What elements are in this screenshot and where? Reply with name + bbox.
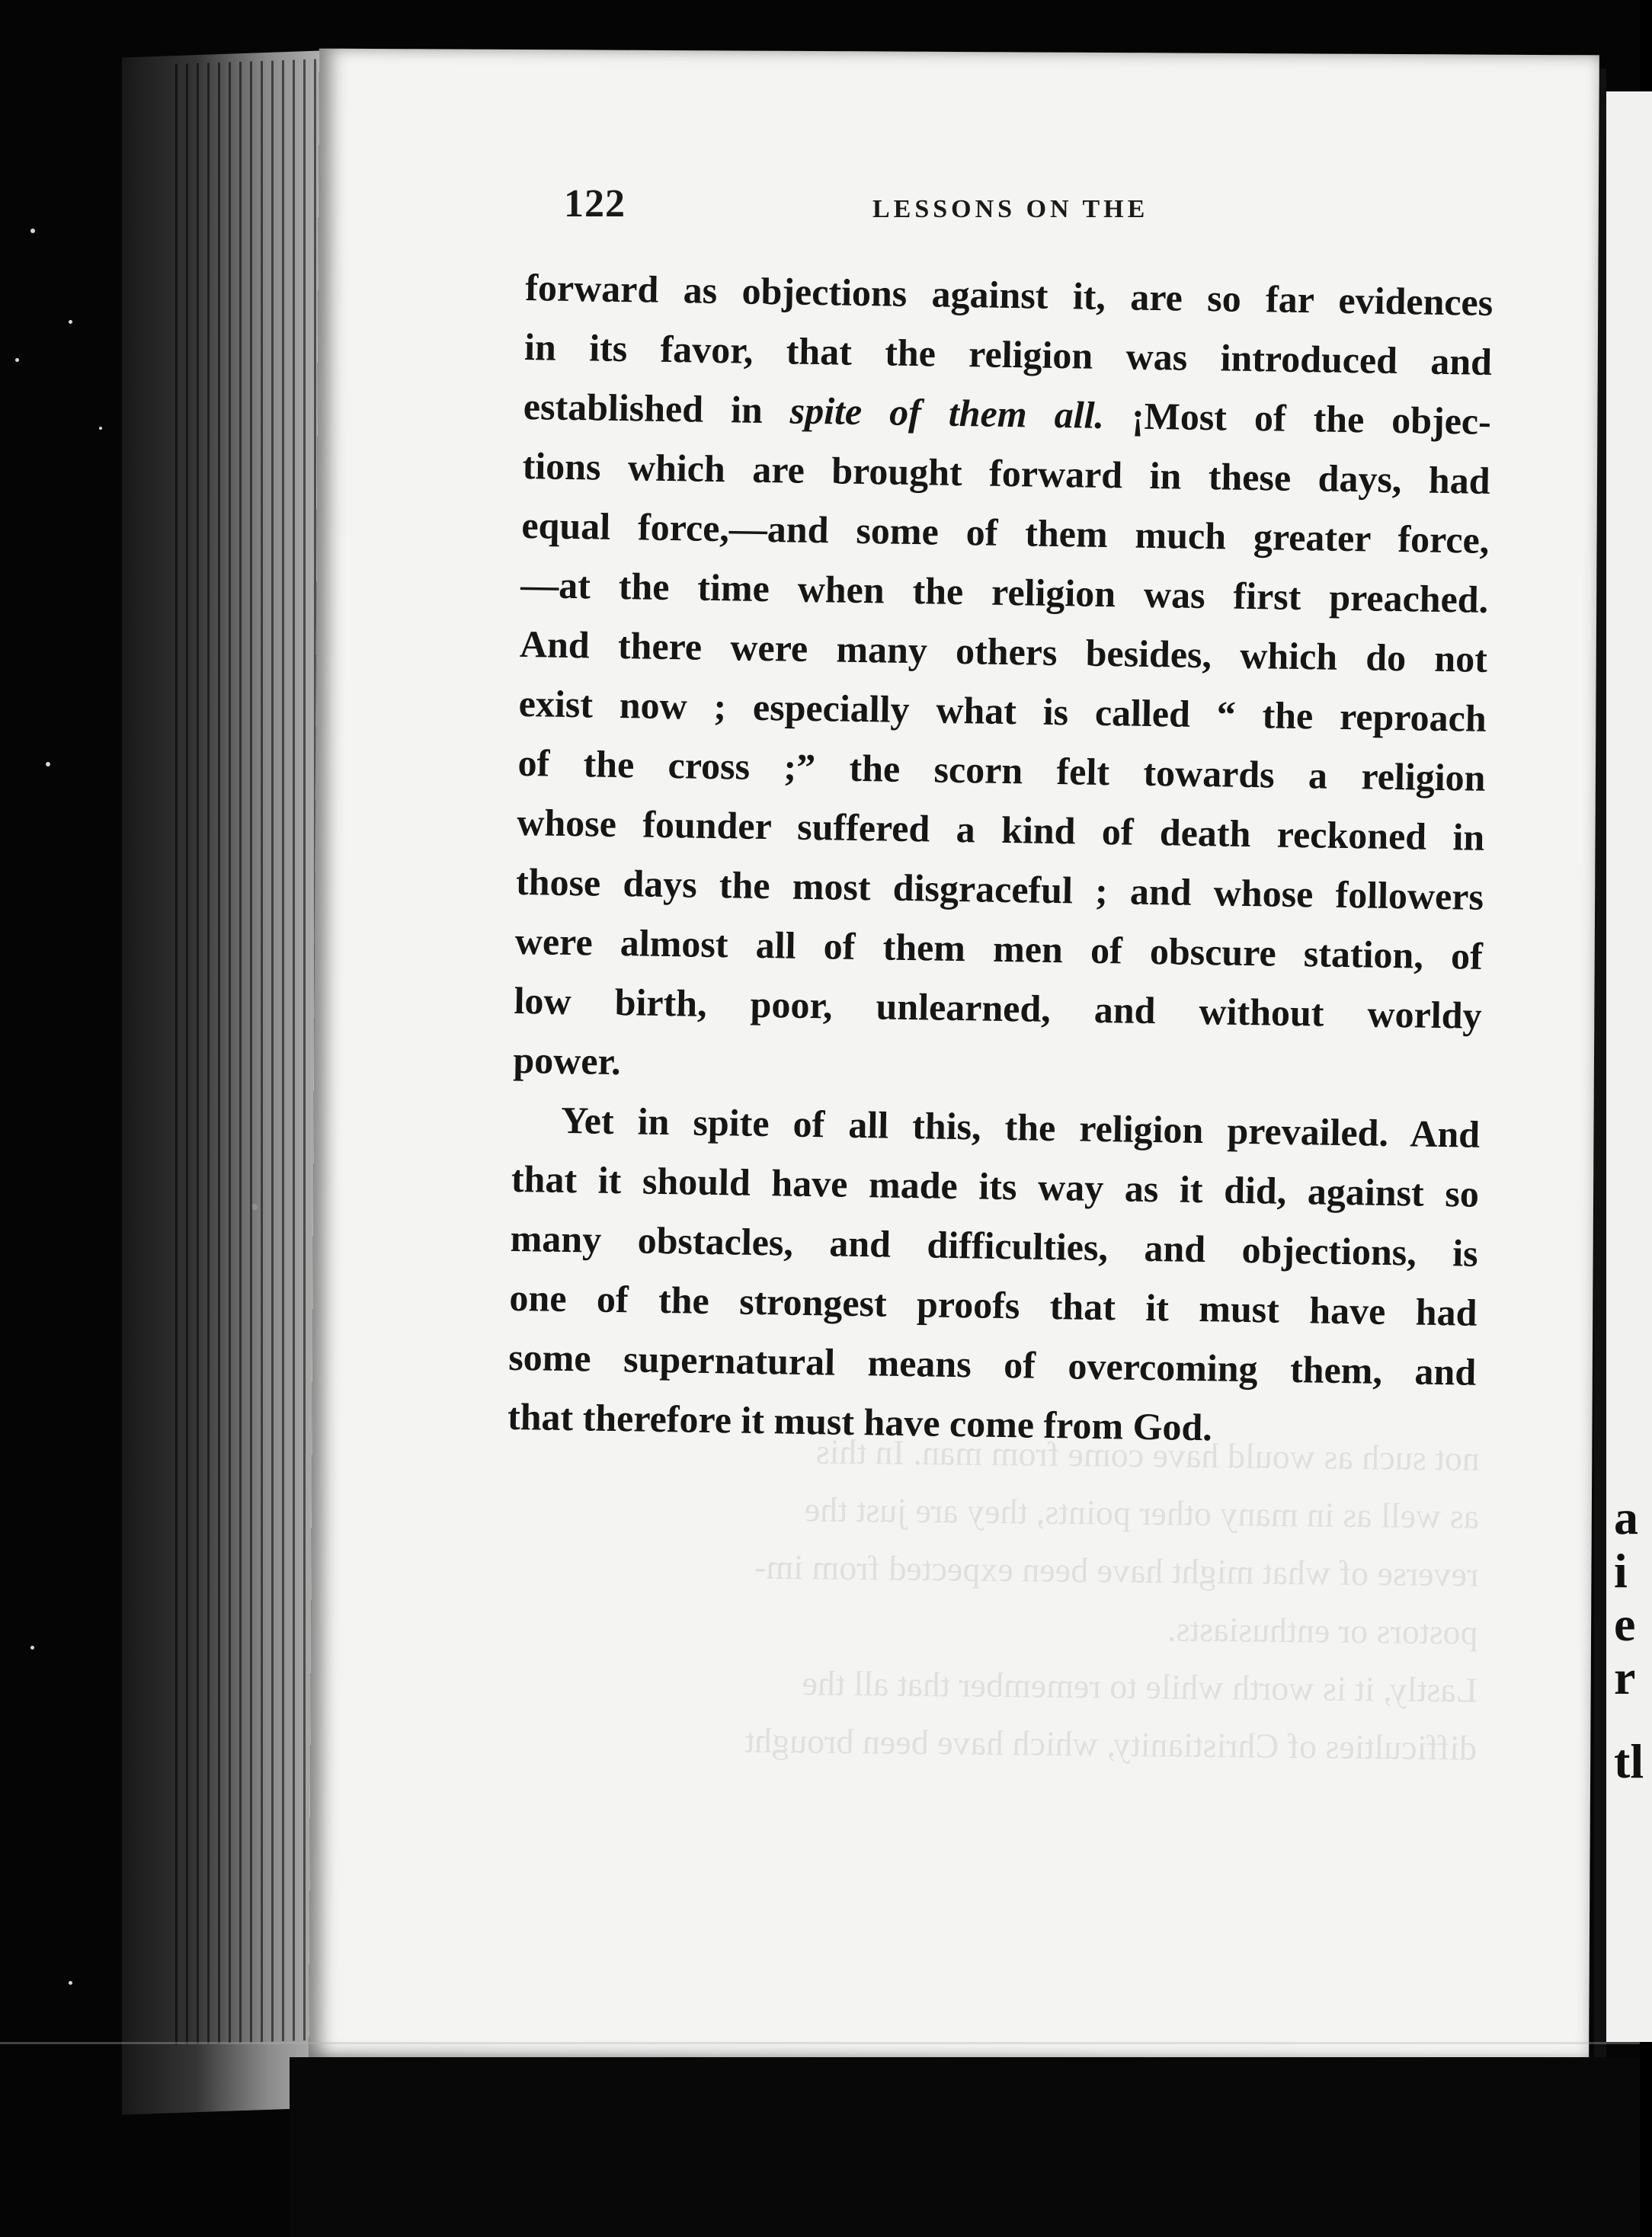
- text-line: in its favor, that the religion was introduced and: [523, 325, 1493, 383]
- paragraph: [507, 1090, 1480, 1461]
- dust-speck: [99, 427, 102, 430]
- text-line-segment: established in: [523, 384, 791, 432]
- text-line: of the cross ;” the scorn felt towards a religion: [517, 741, 1486, 799]
- facing-page-fragment: tl: [1614, 1734, 1644, 1788]
- body-text: [507, 258, 1493, 1461]
- text-line: that therefore it must have come from God.: [507, 1394, 1213, 1449]
- facing-page-fragment: e: [1614, 1597, 1636, 1651]
- text-line: forward as objections against it, are so far evidences: [524, 265, 1494, 324]
- text-line: those days the most disgraceful ; and whose followers: [515, 859, 1484, 918]
- dust-speck: [69, 320, 72, 324]
- text-line: power.: [513, 1038, 622, 1083]
- facing-page-fragment: a: [1614, 1490, 1638, 1544]
- page-header: [564, 181, 1554, 242]
- running-head: LESSONS ON THE: [872, 195, 1149, 223]
- dust-speck: [46, 762, 50, 766]
- text-line: some supernatural means of overcoming them, and: [507, 1335, 1477, 1394]
- bottom-shadow: [290, 2057, 1640, 2237]
- scan-artifact-line: [0, 2042, 1640, 2044]
- show-through-text: not such as would have come from man. In this as well as in many other points, they are just the reverse of what might have been expected from im- postors or enthusiasts. Lastly, it is worth while to remember that all the difficulties of Christianity, which have been brought: [744, 1432, 1481, 1768]
- text-line: tions which are brought forward in these days, had: [522, 443, 1490, 502]
- facing-page-fragment: r: [1614, 1650, 1636, 1704]
- dust-speck: [30, 1646, 34, 1650]
- text-line: —at the time when the religion was first preached.: [520, 562, 1489, 621]
- facing-page-fragment: i: [1614, 1544, 1628, 1598]
- text-line: that it should have made its way as it did, against so: [511, 1157, 1480, 1215]
- text-line: one of the strongest proofs that it must have had: [509, 1275, 1478, 1334]
- text-line: equal force,—and some of them much greater force,: [521, 503, 1490, 562]
- text-line: low birth, poor, unlearned, and without worldy: [514, 978, 1482, 1037]
- text-line: were almost all of them men of obscure station, of: [514, 919, 1484, 978]
- text-line: And there were many others besides, which do not: [519, 622, 1488, 680]
- text-line: exist now ; especially what is called “ the reproach: [518, 681, 1487, 740]
- dust-speck: [15, 358, 19, 362]
- dust-speck: [69, 1981, 72, 1985]
- text-line: many obstacles, and difficulties, and objections, is: [510, 1216, 1479, 1275]
- dust-speck: [30, 229, 35, 233]
- emphasized-text: spite of them all.: [789, 389, 1105, 437]
- text-line: Yet in spite of all this, the religion prevailed. And: [560, 1098, 1481, 1156]
- text-line-segment: ¡Most of the objec-: [1103, 393, 1492, 443]
- page-number: 122: [564, 182, 626, 226]
- text-line: whose founder suffered a kind of death reckoned in: [516, 800, 1485, 859]
- paragraph: [513, 258, 1494, 1105]
